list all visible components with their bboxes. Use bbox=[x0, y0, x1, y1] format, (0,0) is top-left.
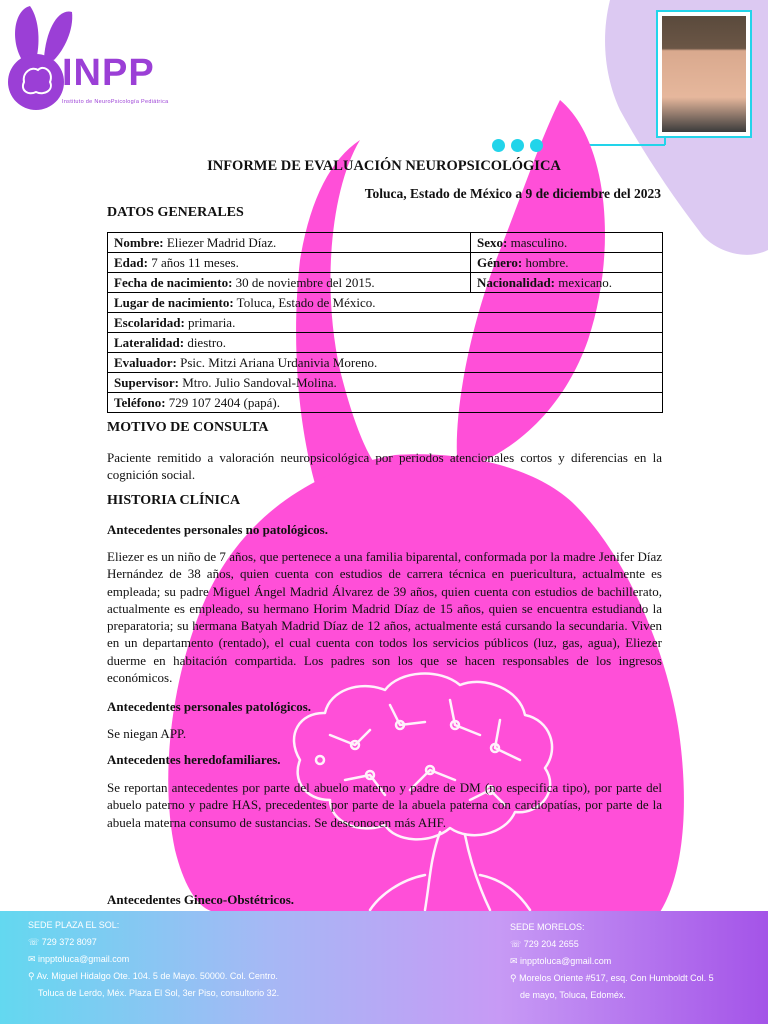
footer-sede-right bbox=[510, 919, 714, 1004]
report-place-date: Toluca, Estado de México a 9 de diciembre del 2023 bbox=[364, 186, 661, 201]
field-label: Evaluador: bbox=[114, 354, 177, 370]
patient-photo bbox=[656, 10, 752, 138]
field-value: primaria. bbox=[184, 314, 236, 330]
footer-title: SEDE MORELOS: bbox=[510, 922, 585, 932]
table-cell bbox=[108, 393, 663, 413]
field-label: Nacionalidad: bbox=[477, 274, 556, 290]
field-value: Mtro. Julio Sandoval-Molina. bbox=[179, 374, 337, 390]
patologicos-heading: Antecedentes personales patológicos. bbox=[107, 699, 312, 714]
no-patologicos-heading: Antecedentes personales no patológicos. bbox=[107, 522, 328, 537]
footer-address: Toluca de Lerdo, Méx. Plaza El Sol, 3er Piso, consultorio 32. bbox=[38, 988, 280, 998]
table-row bbox=[108, 393, 663, 413]
field-value: diestro. bbox=[184, 334, 226, 350]
field-value: Eliezer Madrid Díaz. bbox=[163, 234, 277, 250]
no-patologicos-text: Eliezer es un niño de 7 años, que pertenece a una familia biparental, conformada por la madre Jenifer Díaz Hernández de 38 años, quien cuenta con estudios de carrera técnica en puericultura, actualmente es empleada; su padre Miguel Ángel Madrid Álvarez de 39 años, quien cuenta con estudios de bachillerato, actualmente es empleado, su hermano Horim Madrid Díaz de 15 años, quien se encuentra estudiando la preparatoria; su hermana Batyah Madrid Díaz de 12 años, actualmente está cursando la secundaria. Viven en un departamento (rentado), el cual cuenta con todos los servicios públicos (luz, gas, agua), Eliezer duerme en habitación compartida. Los padres son los que se hacen responsables de los ingresos económicos. bbox=[107, 549, 662, 686]
field-value: 729 107 2404 (papá). bbox=[165, 394, 280, 410]
footer-phone: ☏ 729 372 8097 bbox=[28, 937, 97, 947]
patologicos-text: Se niegan APP. bbox=[107, 726, 187, 741]
footer-address: ⚲ Av. Miguel Hidalgo Ote. 104. 5 de Mayo. 50000. Col. Centro. bbox=[28, 971, 278, 981]
field-value: Toluca, Estado de México. bbox=[233, 294, 376, 310]
cyan-dot-icon bbox=[511, 139, 524, 152]
table-cell bbox=[108, 373, 663, 393]
field-value: masculino. bbox=[507, 234, 568, 250]
field-value: Psic. Mitzi Ariana Urdanivia Moreno. bbox=[176, 354, 378, 370]
field-label: Lateralidad: bbox=[114, 334, 185, 350]
footer-email: ✉ inpptoluca@gmail.com bbox=[510, 956, 612, 966]
table-row bbox=[108, 333, 663, 353]
field-label: Edad: bbox=[114, 254, 148, 270]
table-cell bbox=[471, 253, 663, 273]
field-value: 7 años 11 meses. bbox=[147, 254, 239, 270]
motivo-text: Paciente remitido a valoración neuropsicológica por periodos atencionales cortos y diferencias en la cognición social. bbox=[107, 450, 662, 483]
field-label: Nombre: bbox=[114, 234, 164, 250]
report-title: INFORME DE EVALUACIÓN NEUROPSICOLÓGICA bbox=[207, 158, 561, 174]
footer-title: SEDE PLAZA EL SOL: bbox=[28, 920, 120, 930]
field-label: Sexo: bbox=[477, 234, 508, 250]
table-row bbox=[108, 253, 663, 273]
field-label: Supervisor: bbox=[114, 374, 179, 390]
table-row bbox=[108, 293, 663, 313]
patient-photo-image bbox=[662, 16, 746, 132]
gineco-heading: Antecedentes Gineco-Obstétricos. bbox=[107, 892, 295, 907]
field-label: Lugar de nacimiento: bbox=[114, 294, 234, 310]
field-value: 30 de noviembre del 2015. bbox=[232, 274, 375, 290]
heredofamiliares-text: Se reportan antecedentes por parte del abuelo materno y padre de DM (no especifica tipo), por parte del abuelo paterno y padre HAS, precedentes por parte de la abuela paterna con cardiopatías, por parte de la abuela materna consumo de sustancias. Se desconocen más AHF. bbox=[107, 780, 662, 830]
table-row bbox=[108, 373, 663, 393]
motivo-heading: MOTIVO DE CONSULTA bbox=[107, 420, 269, 435]
table-cell bbox=[108, 293, 663, 313]
field-label: Escolaridad: bbox=[114, 314, 185, 330]
field-label: Fecha de nacimiento: bbox=[114, 274, 233, 290]
table-row bbox=[108, 353, 663, 373]
field-label: Teléfono: bbox=[114, 394, 166, 410]
table-cell bbox=[108, 333, 663, 353]
table-cell bbox=[108, 233, 471, 253]
footer-address: de mayo, Toluca, Edoméx. bbox=[520, 990, 626, 1000]
footer-email: ✉ inpptoluca@gmail.com bbox=[28, 954, 130, 964]
footer bbox=[0, 911, 768, 1024]
historia-heading: HISTORIA CLÍNICA bbox=[107, 493, 241, 508]
footer-sede-left bbox=[28, 917, 279, 1002]
field-value: hombre. bbox=[522, 254, 569, 270]
datos-generales-heading: DATOS GENERALES bbox=[107, 205, 244, 220]
logo-subtitle: Instituto de NeuroPsicología Pediátrica bbox=[62, 99, 169, 105]
table-cell bbox=[471, 273, 663, 293]
table-cell bbox=[108, 273, 471, 293]
field-value: mexicano. bbox=[555, 274, 613, 290]
cyan-dot-icon bbox=[492, 139, 505, 152]
table-row bbox=[108, 313, 663, 333]
logo-wordmark: INPP bbox=[62, 52, 155, 94]
footer-address: ⚲ Morelos Oriente #517, esq. Con Humboldt Col. 5 bbox=[510, 973, 714, 983]
table-row bbox=[108, 233, 663, 253]
heredofamiliares-heading: Antecedentes heredofamiliares. bbox=[107, 752, 281, 767]
footer-phone: ☏ 729 204 2655 bbox=[510, 939, 579, 949]
table-cell bbox=[108, 353, 663, 373]
table-cell bbox=[471, 233, 663, 253]
cyan-dot-icon bbox=[530, 139, 543, 152]
table-cell bbox=[108, 253, 471, 273]
datos-generales-table bbox=[107, 232, 663, 413]
field-label: Género: bbox=[477, 254, 523, 270]
table-cell bbox=[108, 313, 663, 333]
table-row bbox=[108, 273, 663, 293]
